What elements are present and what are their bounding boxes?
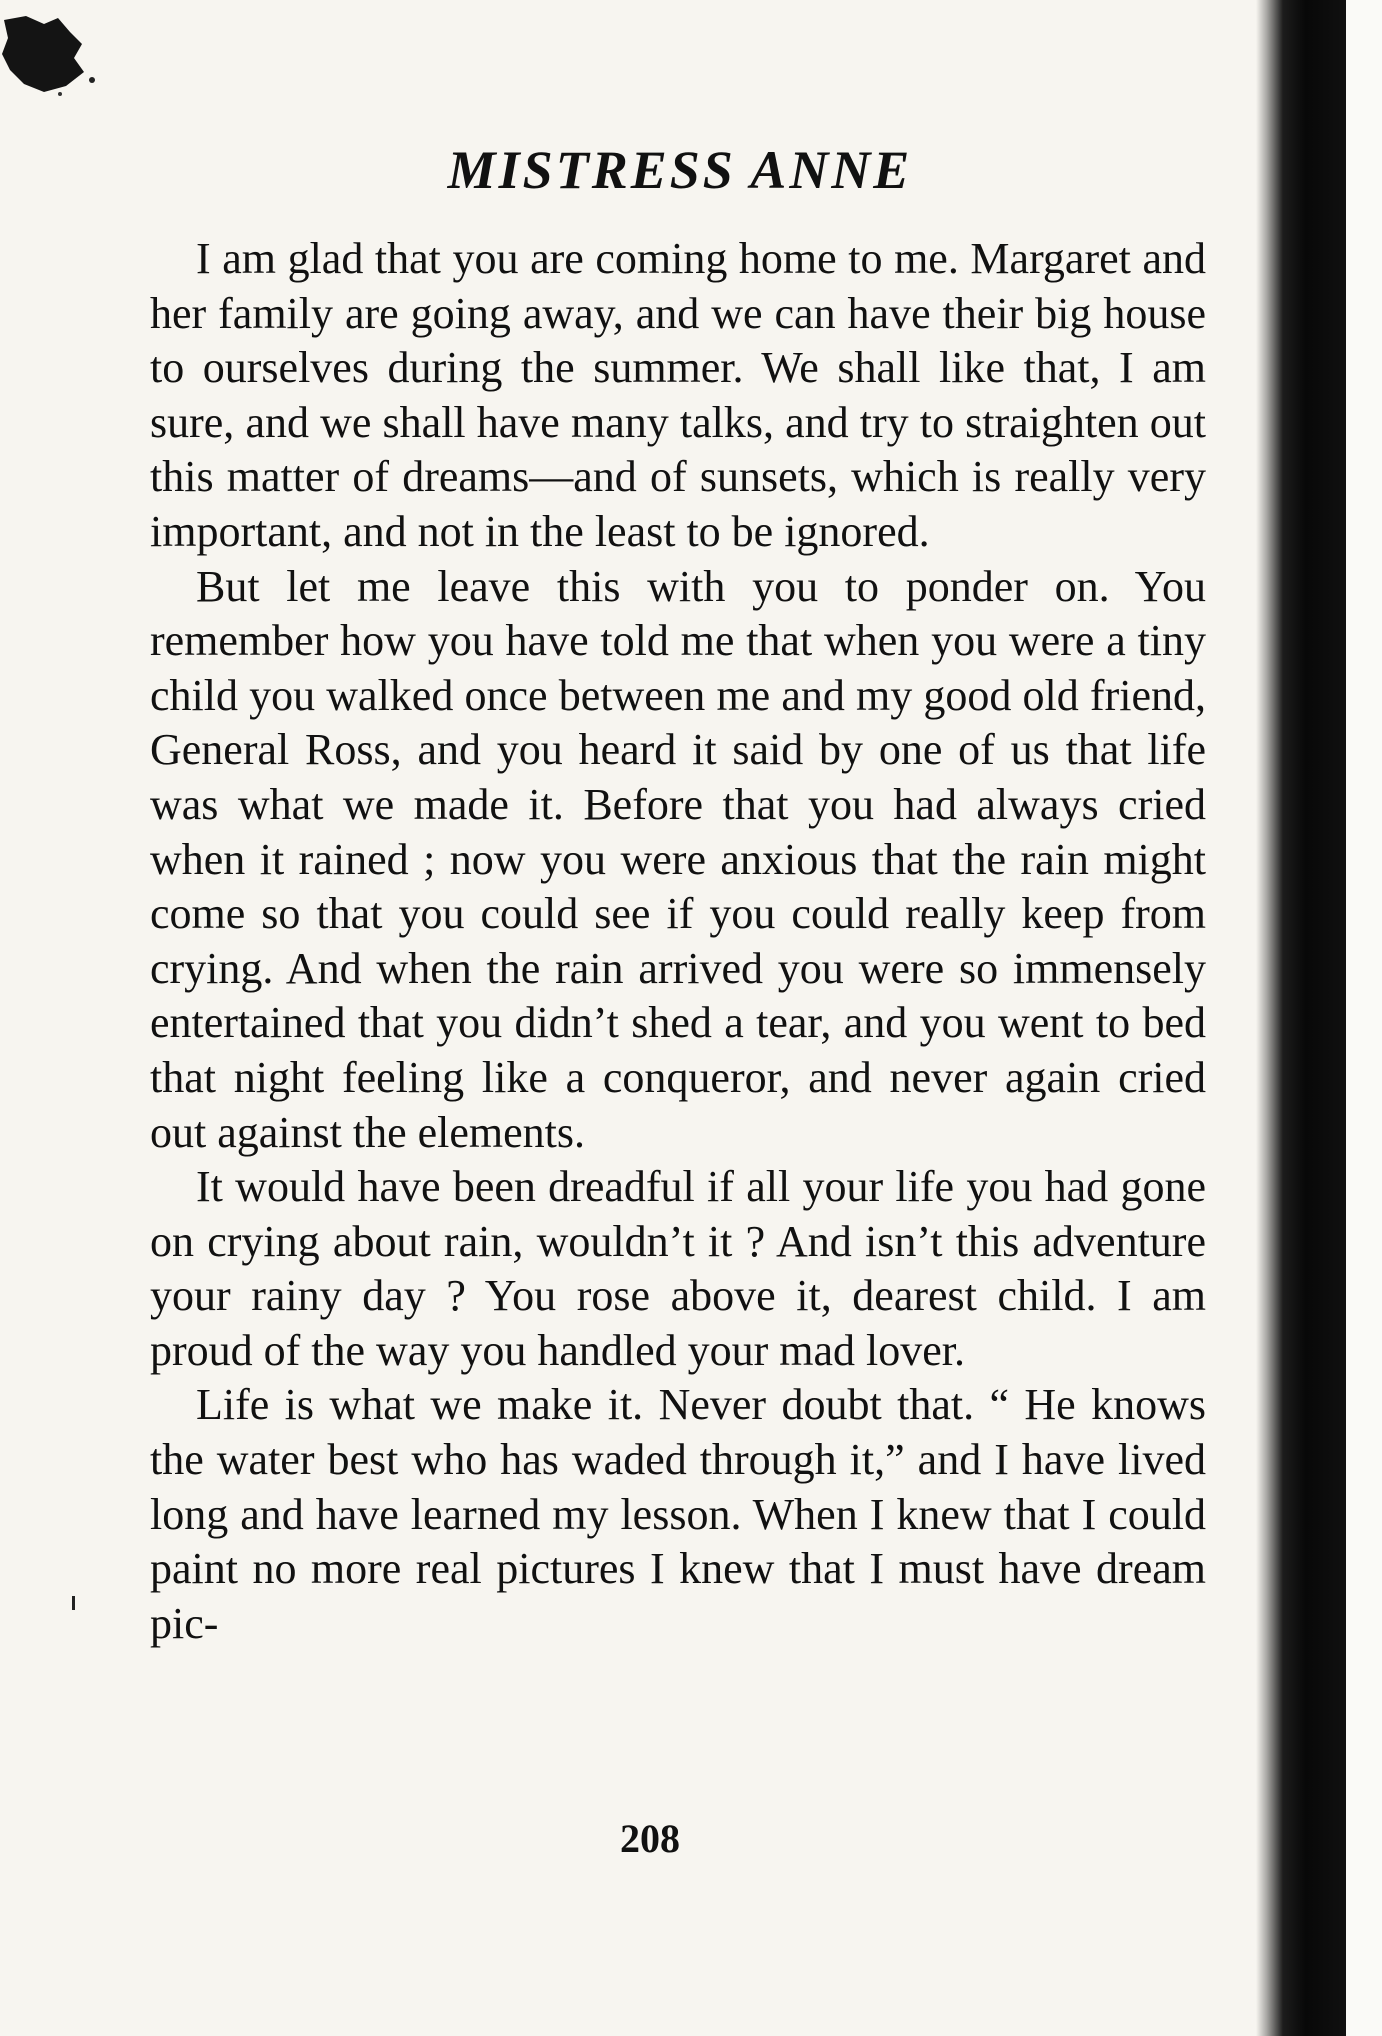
running-head-title: MISTRESS ANNE bbox=[447, 140, 913, 200]
paragraph: It would have been dreadful if all your life you had gone on crying about rain, wouldn’t it ? And isn’t this adventure your rainy day ? You rose above it, dearest child. I am proud of the way you handled your mad lover. bbox=[150, 1162, 1206, 1375]
print-speck bbox=[72, 1596, 75, 1610]
binding-edge bbox=[1346, 0, 1382, 2036]
paragraph: But let me leave this with you to ponder on. You remember how you have told me that when you were a tiny child you walked once between me and my good old friend, General Ross, and you heard it said by one of us that life was what we made it. Before that you had always cried when it rained ; now you were anxious that the rain might come so that you could see if you could really keep from crying. And when the rain arrived you were so immensely entertained that you didn’t shed a tear, and you went to bed that night feeling like a conqueror, and never again cried out against the elements. bbox=[150, 561, 1206, 1157]
paragraph: Life is what we make it. Never doubt that. “ He knows the water best who has waded through it,” and I have lived long and have learned my lesson. When I knew that I could paint no more real pictures I knew that I must have dream pic- bbox=[150, 1380, 1206, 1648]
paragraph: I am glad that you are coming home to me. Margaret and her family are going away, and we can have their big house to ourselves during the summer. We shall like that, I am sure, and we shall have many talks, and try to straighten out this matter of dreams—and of sunsets, which is really very important, and not in the least to be ignored. bbox=[150, 234, 1206, 556]
binding-shadow bbox=[1256, 0, 1346, 2036]
body-text bbox=[150, 232, 1206, 1651]
ink-blot-mark bbox=[0, 14, 98, 98]
page-number: 208 bbox=[620, 1816, 680, 1861]
